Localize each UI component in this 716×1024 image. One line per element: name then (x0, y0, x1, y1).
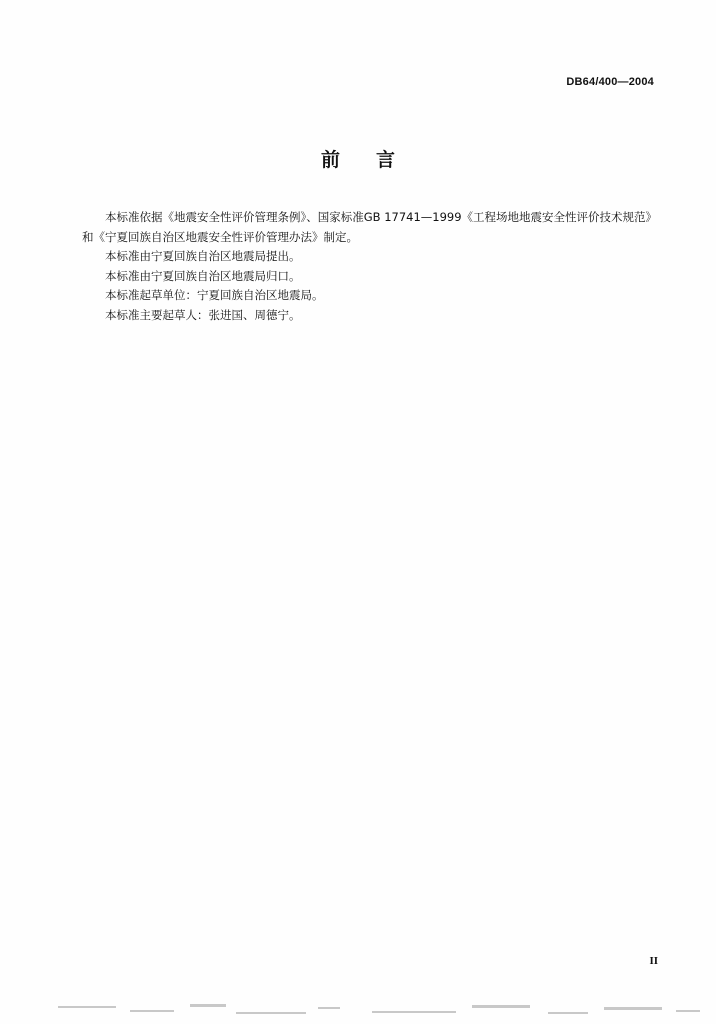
paragraph-basis: 本标准依据《地震安全性评价管理条例》、国家标准GB 17741—1999《工程场地地震安全性评价技术规范》和《宁夏回族自治区地震安全性评价管理办法》制定。 (82, 210, 658, 244)
page-title: 前言 (320, 149, 431, 171)
foreword-body (82, 208, 660, 325)
scan-noise-strip (0, 990, 716, 1024)
standard-code: DB64/400—2004 (566, 76, 654, 88)
paragraph-drafting-unit: 本标准起草单位：宁夏回族自治区地震局。 (105, 288, 324, 302)
paragraph-proposer: 本标准由宁夏回族自治区地震局提出。 (105, 249, 301, 263)
page-number: II (649, 955, 658, 967)
paragraph-administrator: 本标准由宁夏回族自治区地震局归口。 (105, 268, 301, 283)
paragraph-drafters: 本标准主要起草人：张进国、周德宁。 (105, 307, 301, 322)
